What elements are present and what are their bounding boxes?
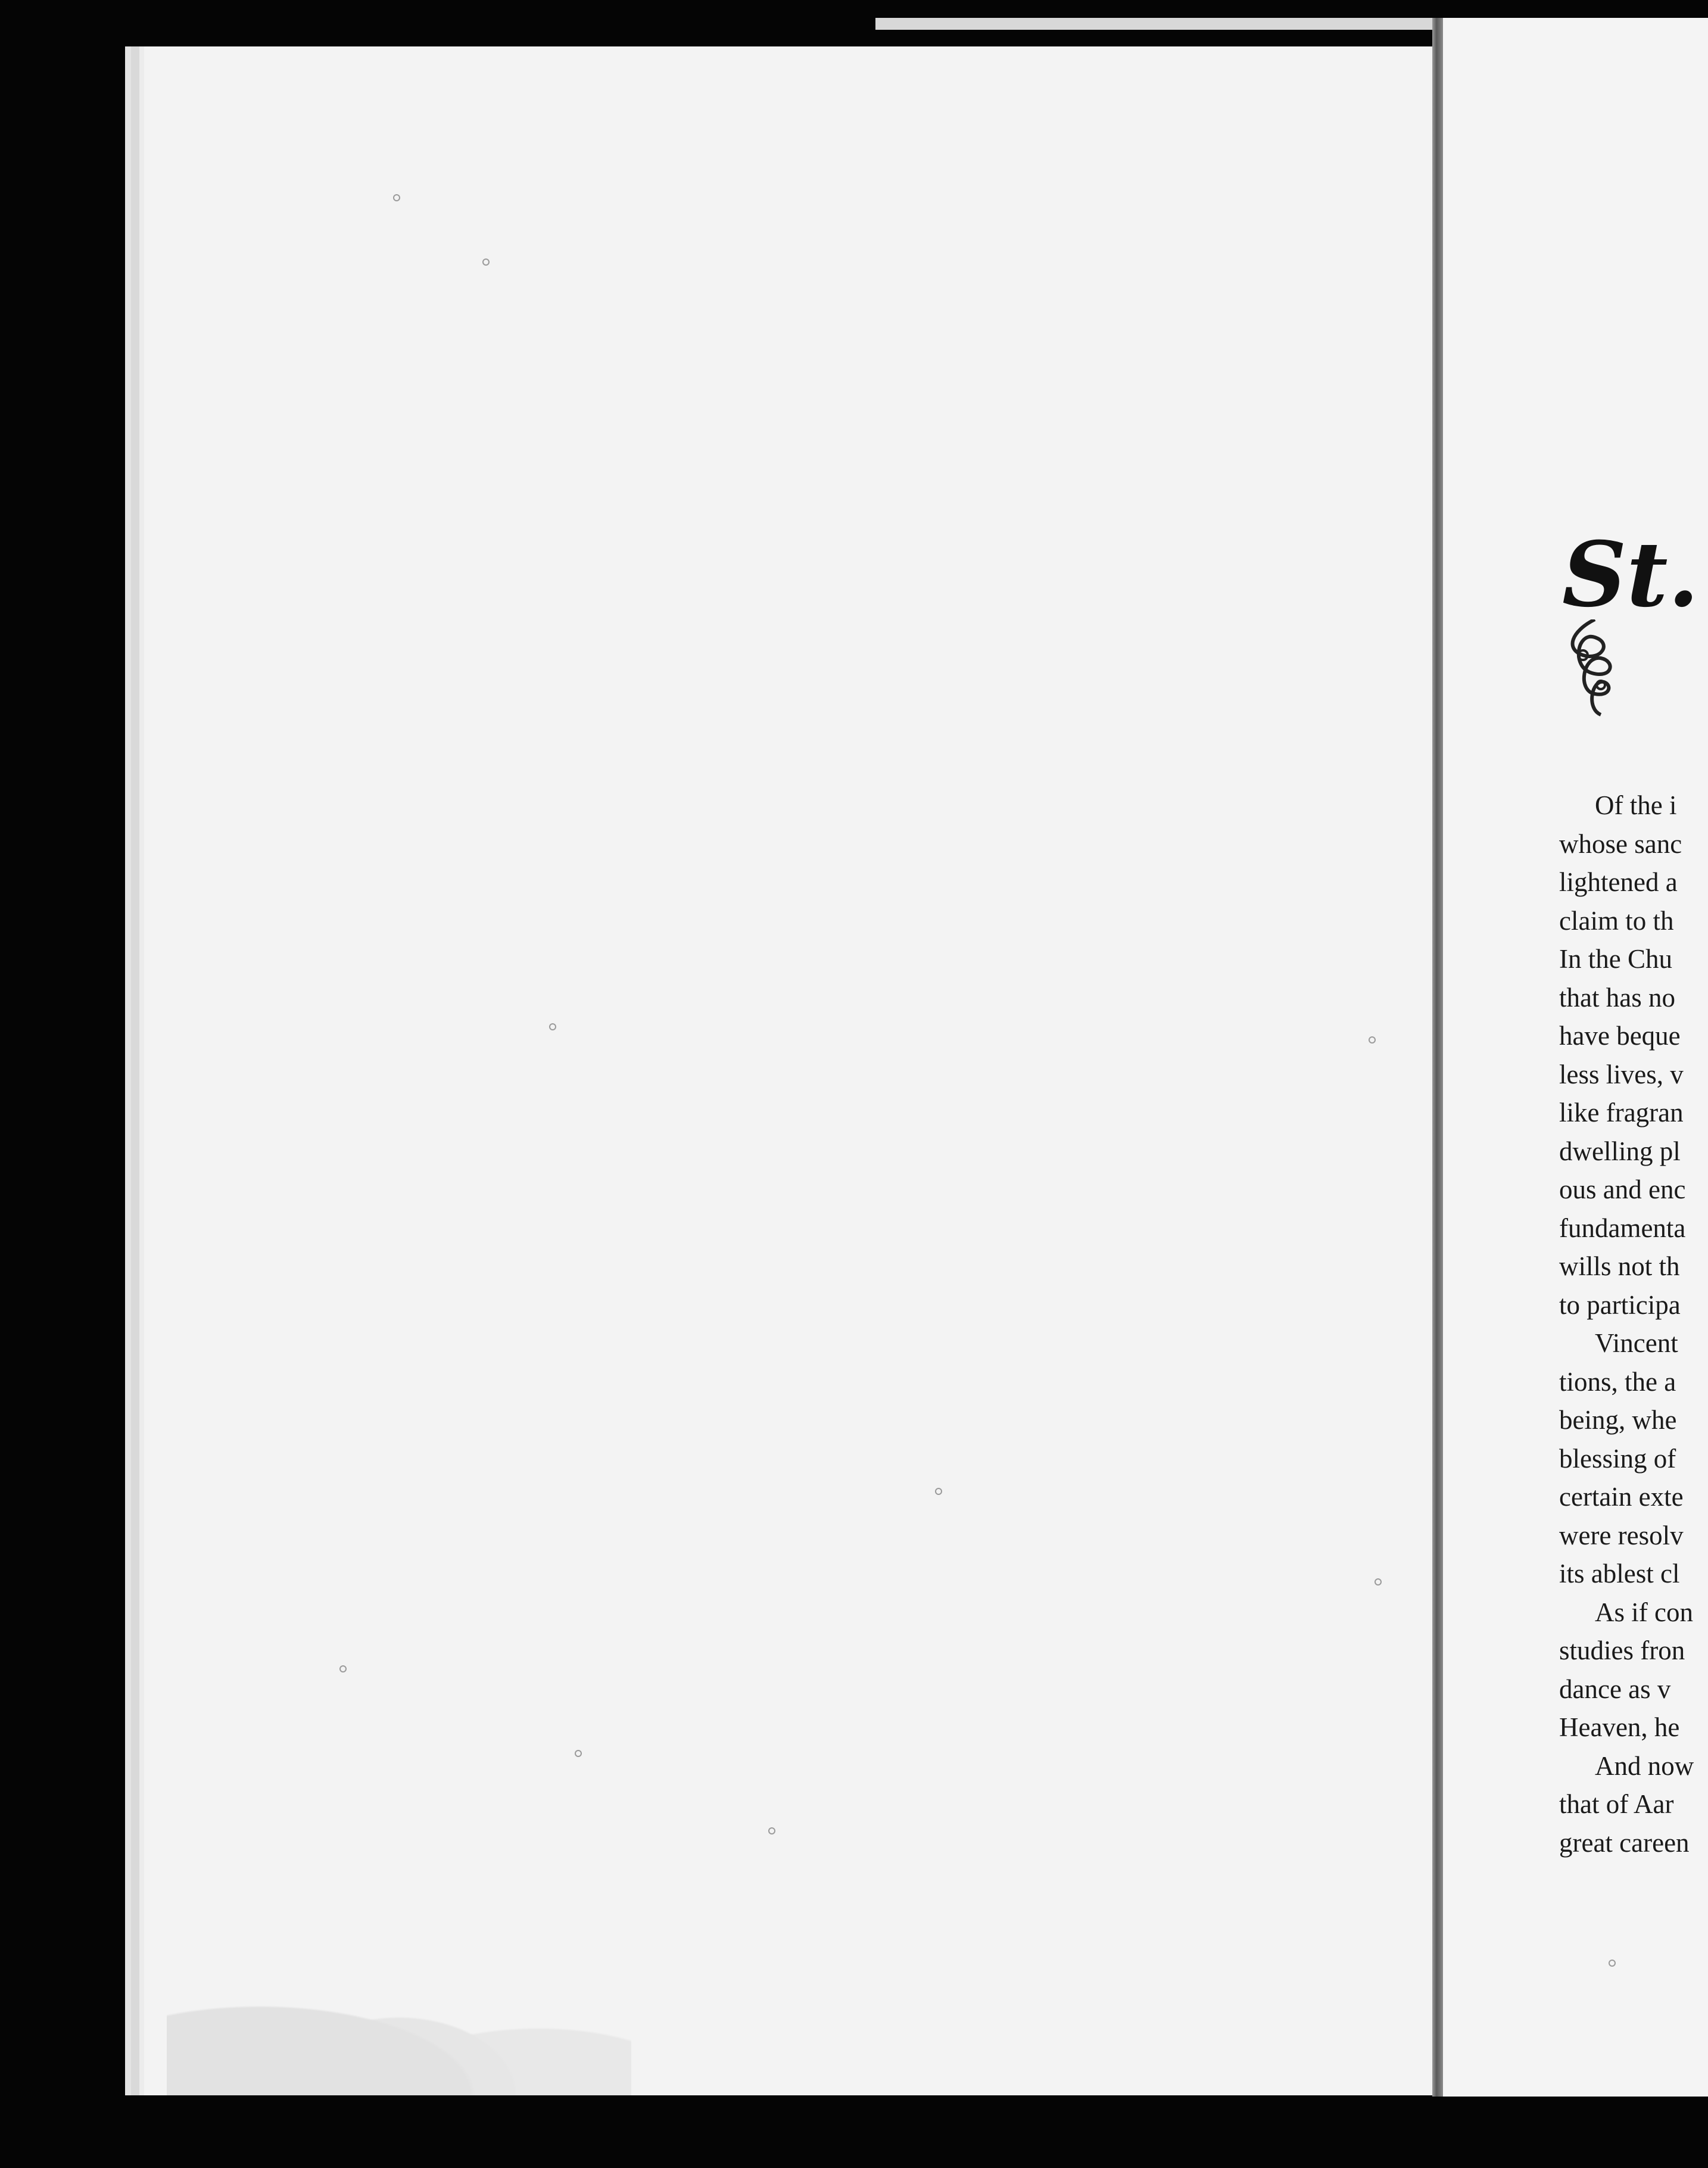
text-line: its ablest cl [1559,1559,1680,1588]
text-line: less lives, v [1559,1059,1684,1089]
ornament-flourish [1559,619,1631,721]
text-line: dance as v [1559,1674,1671,1704]
speck [1609,1960,1616,1967]
text-line: tions, the a [1559,1366,1676,1397]
speck [482,258,490,266]
text-line: have beque [1559,1021,1681,1051]
speck [935,1488,942,1495]
text-line: Of the i [1595,790,1677,820]
body-text [1559,786,1708,1862]
page-heading: St. [1562,522,1699,627]
right-text-page [1443,18,1708,2097]
speck [1369,1036,1376,1043]
text-line: certain exte [1559,1482,1684,1512]
text-line: that of Aar [1559,1789,1674,1819]
speck [768,1827,775,1834]
text-line: In the Chu [1559,944,1672,974]
text-line: blessing of [1559,1443,1676,1474]
text-line: Heaven, he [1559,1712,1680,1742]
top-paper-edge [875,18,1435,30]
text-line: As if con [1595,1597,1693,1627]
book-gutter [1432,18,1443,2097]
text-line: whose sanc [1559,828,1682,859]
text-line: ous and enc [1559,1175,1686,1204]
speck [339,1665,347,1672]
speck [549,1023,556,1030]
text-line: Vincent [1595,1328,1678,1358]
text-line: great careen [1559,1827,1690,1858]
water-stain [167,1940,631,2095]
left-blank-page [125,46,1438,2095]
text-line: that has no [1559,982,1675,1013]
text-line: being, whe [1559,1405,1677,1435]
text-line: fundamenta [1559,1213,1686,1243]
text-line: And now [1595,1750,1694,1781]
text-line: studies fron [1559,1636,1685,1665]
text-line: to participa [1559,1289,1681,1320]
text-line: lightened a [1559,867,1678,897]
speck [575,1750,582,1757]
text-line: were resolv [1559,1520,1684,1550]
speck [1374,1578,1382,1585]
speck [393,194,400,201]
text-line: dwelling pl [1559,1136,1681,1166]
text-line: wills not th [1559,1251,1680,1281]
text-line: claim to th [1559,905,1674,936]
text-line: like fragran [1559,1098,1684,1127]
